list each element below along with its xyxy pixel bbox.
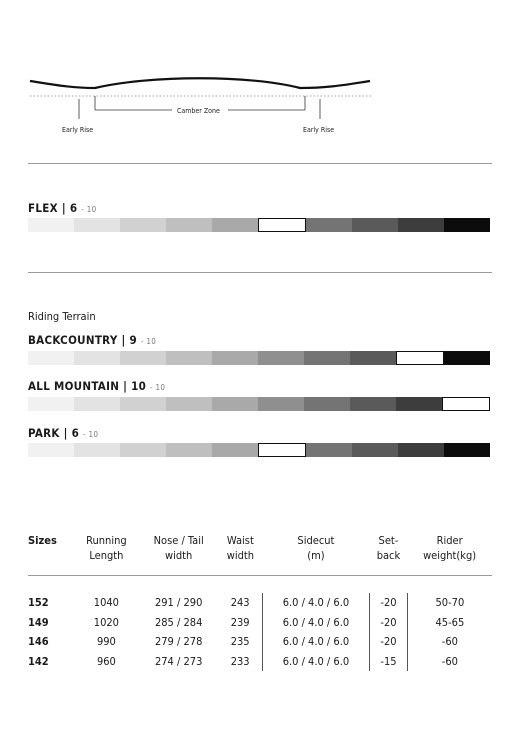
specs-cell: 990 [96, 635, 116, 648]
scale-segment [120, 218, 166, 232]
specs-row [28, 613, 492, 633]
specs-cell: -20 [370, 593, 408, 613]
scale-segment [304, 351, 350, 365]
scale-segment [74, 351, 120, 365]
specs-table [28, 533, 492, 671]
specs-cell: 146 [28, 635, 49, 648]
all-mountain-label: ALL MOUNTAIN [28, 379, 120, 393]
specs-row [28, 632, 492, 652]
specs-cell: 1020 [93, 615, 119, 629]
scale-segment [258, 351, 304, 365]
scale-segment [352, 218, 398, 232]
scale-segment [120, 351, 166, 365]
specs-cell: 6.0 / 4.0 / 6.0 [262, 652, 370, 672]
specs-cell: -60 [441, 654, 458, 668]
specs-cell: 243 [230, 596, 250, 609]
specs-row [28, 593, 492, 613]
scale-marker-segment [396, 351, 444, 365]
specs-cell: 152 [28, 596, 49, 609]
specs-header-cell: Waist width [219, 533, 263, 576]
divider-1 [28, 163, 492, 164]
scale-segment [306, 443, 352, 457]
scale-segment [396, 397, 442, 411]
park-separator: | [63, 426, 72, 440]
scale-segment [74, 443, 120, 457]
specs-cell: -20 [370, 632, 408, 652]
scale-segment [28, 218, 74, 232]
early-rise-right-label: Early Rise [303, 126, 335, 134]
scale-marker-segment [442, 397, 490, 411]
scale-segment [120, 443, 166, 457]
specs-cell: 45-65 [435, 615, 465, 629]
specs-cell: 149 [28, 615, 49, 629]
specs-header-cell: Rider weight(kg) [407, 533, 492, 576]
specs-cell: 239 [230, 615, 250, 629]
specs-cell: 960 [96, 654, 116, 668]
scale-segment [28, 397, 74, 411]
specs-cell: 291 / 290 [154, 596, 203, 609]
scale-segment [350, 397, 396, 411]
scale-segment [306, 218, 352, 232]
scale-segment [28, 351, 74, 365]
specs-header-cell: Running Length [74, 533, 139, 576]
scale-segment [212, 397, 258, 411]
scale-segment [444, 351, 490, 365]
all-mountain-value: 10 [131, 379, 147, 393]
specs-cell: 235 [230, 635, 250, 648]
scale-segment [398, 218, 444, 232]
backcountry-title [28, 333, 156, 347]
specs-header-cell: Sizes [28, 533, 74, 576]
backcountry-scale-bar [28, 351, 490, 365]
specs-cell: -20 [370, 613, 408, 633]
scale-segment [74, 218, 120, 232]
scale-segment [166, 218, 212, 232]
scale-segment [212, 443, 258, 457]
specs-header-row [28, 533, 492, 576]
specs-cell: -60 [441, 635, 458, 648]
specs-cell: 285 / 284 [154, 615, 203, 629]
all-mountain-scale-bar [28, 397, 490, 411]
scale-marker-segment [258, 443, 306, 457]
all-mountain-max: - 10 [150, 383, 166, 392]
scale-segment [398, 443, 444, 457]
riding-terrain-heading: Riding Terrain [28, 310, 96, 323]
flex-separator: | [61, 201, 70, 215]
specs-row [28, 652, 492, 672]
specs-cell: 274 / 273 [154, 654, 203, 668]
specs-cell: 279 / 278 [154, 635, 203, 648]
park-title [28, 426, 98, 440]
all-mountain-separator: | [123, 379, 132, 393]
backcountry-separator: | [121, 333, 130, 347]
flex-label: FLEX [28, 201, 58, 215]
scale-segment [258, 397, 304, 411]
specs-cell: -15 [370, 652, 408, 672]
scale-segment [166, 351, 212, 365]
scale-segment [444, 218, 490, 232]
specs-cell: 6.0 / 4.0 / 6.0 [262, 613, 370, 633]
flex-max: - 10 [81, 205, 97, 214]
backcountry-max: - 10 [140, 337, 157, 346]
specs-header-cell: Sidecut (m) [262, 533, 370, 576]
scale-marker-segment [258, 218, 306, 232]
backcountry-label: BACKCOUNTRY [28, 333, 118, 347]
scale-segment [212, 351, 258, 365]
scale-segment [444, 443, 490, 457]
park-max: - 10 [83, 430, 99, 439]
specs-cell: 233 [230, 654, 250, 668]
specs-header-cell: Set- back [370, 533, 408, 576]
scale-segment [28, 443, 74, 457]
scale-segment [166, 443, 212, 457]
specs-header-cell: Nose / Tail width [139, 533, 219, 576]
early-rise-left-label: Early Rise [62, 126, 94, 134]
specs-cell: 1040 [93, 596, 119, 609]
park-label: PARK [28, 426, 60, 440]
flex-value: 6 [69, 201, 78, 215]
scale-segment [352, 443, 398, 457]
specs-cell: 50-70 [435, 596, 465, 609]
scale-segment [212, 218, 258, 232]
scale-segment [304, 397, 350, 411]
specs-cell: 6.0 / 4.0 / 6.0 [262, 593, 370, 613]
flex-scale-bar [28, 218, 490, 232]
flex-title [28, 201, 96, 215]
scale-segment [74, 397, 120, 411]
scale-segment [350, 351, 396, 365]
specs-cell: 142 [28, 654, 49, 668]
all-mountain-title [28, 379, 165, 393]
divider-2 [28, 272, 492, 273]
backcountry-value: 9 [129, 333, 138, 347]
park-scale-bar [28, 443, 490, 457]
scale-segment [166, 397, 212, 411]
specs-spacer-row [28, 576, 492, 594]
scale-segment [120, 397, 166, 411]
specs-cell: 6.0 / 4.0 / 6.0 [262, 632, 370, 652]
board-profile-curve [30, 78, 370, 88]
park-value: 6 [71, 426, 80, 440]
camber-zone-label: Camber Zone [177, 107, 220, 115]
